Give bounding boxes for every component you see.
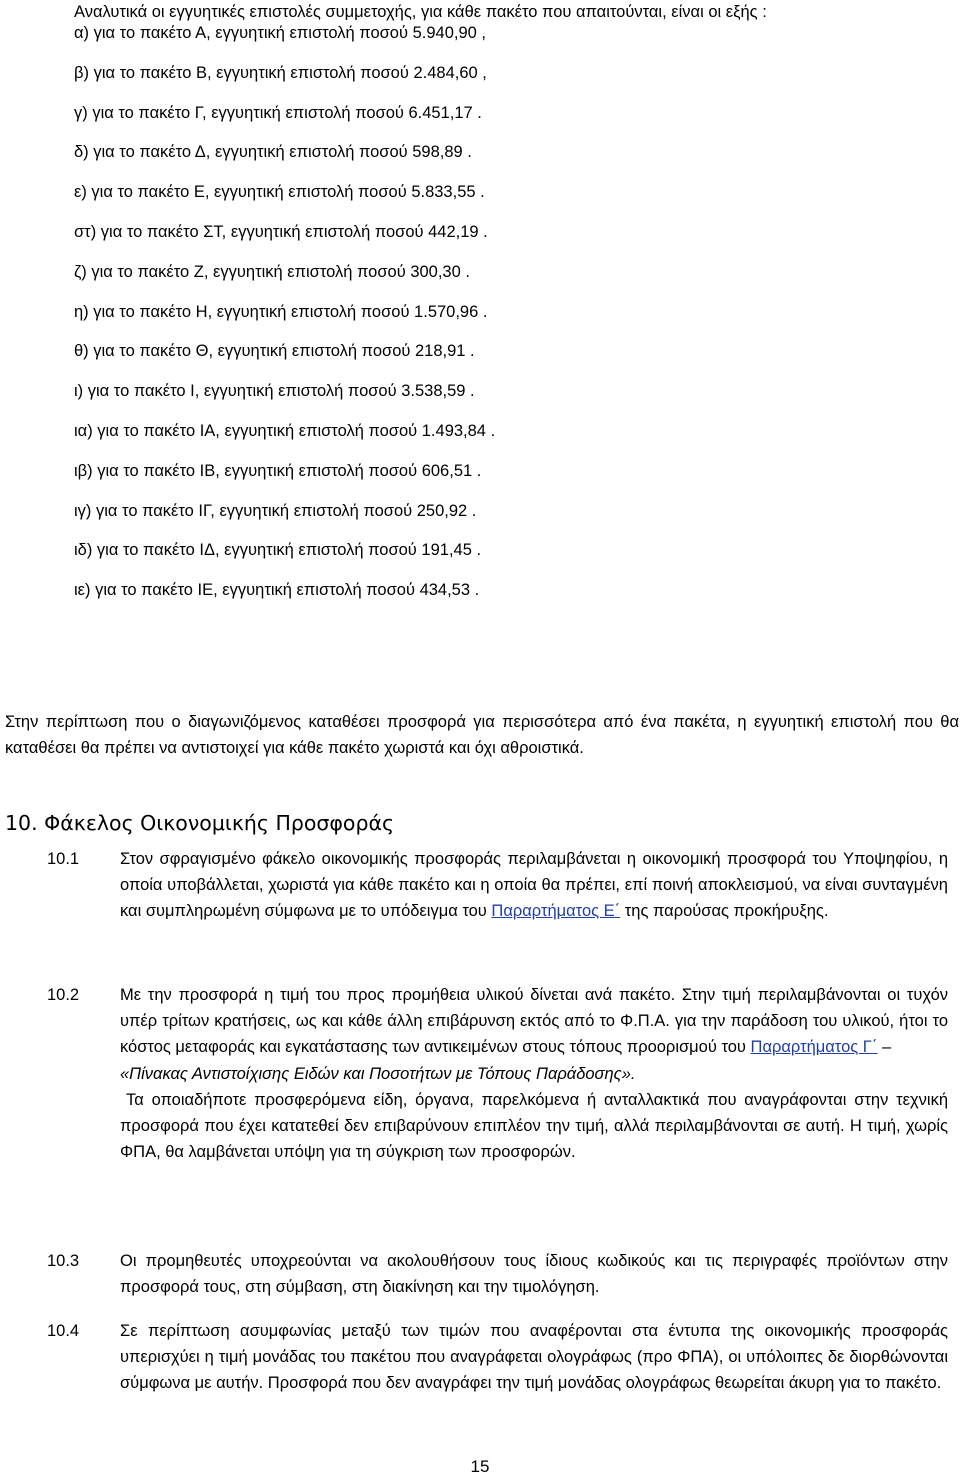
clause-body	[120, 1318, 948, 1397]
annex-title-italic: «Πίνακας Αντιστοίχισης Ειδών και Ποσοτήτων με Τόπους Παράδοσης».	[120, 1064, 636, 1083]
guarantee-item-z: ζ) για το πακέτο Ζ, εγγυητική επιστολή ποσού 300,30 .	[74, 262, 470, 281]
guarantee-item-ie: ιε) για το πακέτο ΙΕ, εγγυητική επιστολή ποσού 434,53 .	[74, 581, 480, 600]
clause-body	[120, 982, 948, 1165]
clause-number: 10.2	[47, 986, 80, 1004]
guarantee-item-g: γ) για το πακέτο Γ, εγγυητική επιστολή ποσού 6.451,17 .	[74, 103, 482, 122]
guarantee-item-d: δ) για το πακέτο Δ, εγγυητική επιστολή ποσού 598,89 .	[74, 143, 472, 162]
intro-text: Αναλυτικά οι εγγυητικές επιστολές συμμετοχής, για κάθε πακέτο που απαιτούνται, είναι οι εξής :	[74, 3, 767, 21]
page-number: 15	[470, 1457, 490, 1476]
annex-e-link[interactable]: Παραρτήματος Ε΄	[491, 902, 621, 921]
guarantee-item-ia: ια) για το πακέτο ΙΑ, εγγυητική επιστολή ποσού 1.493,84 .	[74, 421, 496, 440]
guarantee-item-h: η) για το πακέτο Η, εγγυητική επιστολή ποσού 1.570,96 .	[74, 302, 488, 321]
guarantee-item-b: β) για το πακέτο Β, εγγυητική επιστολή ποσού 2.484,60 ,	[74, 63, 487, 82]
clause-number: 10.3	[47, 1252, 80, 1270]
guarantee-list	[74, 23, 495, 620]
guarantee-item-ib: ιβ) για το πακέτο ΙΒ, εγγυητική επιστολή ποσού 606,51 .	[74, 461, 482, 480]
dash: –	[877, 1038, 892, 1057]
guarantee-item-st: στ) για το πακέτο ΣΤ, εγγυητική επιστολή ποσού 442,19 .	[74, 222, 488, 241]
multi-package-note: Στην περίπτωση που ο διαγωνιζόμενος καταθέσει προσφορά για περισσότερα από ένα πακέτα, η εγγυητική επιστολή που θα καταθέσει θα πρέπει να αντιστοιχεί για κάθε πακέτο χωριστά και όχι αθροιστικά.	[5, 713, 959, 757]
section-title: 10. Φάκελος Οικονομικής Προσφοράς	[5, 811, 395, 835]
guarantee-item-ig: ιγ) για το πακέτο ΙΓ, εγγυητική επιστολή ποσού 250,92 .	[74, 501, 477, 520]
clause-number: 10.1	[47, 850, 80, 868]
clause-text: Με την προσφορά η τιμή του προς προμήθεια υλικού δίνεται ανά πακέτο. Στην τιμή περιλαμβάνονται οι τυχόν υπέρ τρίτων κρατήσεις, ως και κάθε άλλη επιβάρυνση εκτός από το Φ.Π.Α. για την παράδοση του υλικού, ήτοι το κόστος μεταφοράς και εγκατάστασης των αντικειμένων στους τόπους προορισμού του	[120, 986, 948, 1057]
annex-c-link[interactable]: Παραρτήματος Γ΄	[750, 1038, 878, 1057]
guarantee-item-th: θ) για το πακέτο Θ, εγγυητική επιστολή ποσού 218,91 .	[74, 342, 475, 361]
clause-text: Σε περίπτωση ασυμφωνίας μεταξύ των τιμών που αναφέρονται στα έντυπα της οικονομικής προσφοράς υπερισχύει η τιμή μονάδας του πακέτου που αναγράφεται ολογράφως (προ ΦΠΑ), οι υπόλοιπες δε διορθώνονται σύμφωνα με αυτήν. Προσφορά που δεν αναγράφει την τιμή μονάδας ολογράφως θεωρείται άκυρη για το πακέτο.	[120, 1322, 948, 1393]
clause-paragraph-2: Τα οποιαδήποτε προσφερόμενα είδη, όργανα, παρελκόμενα ή ανταλλακτικά που αναγράφονται στην τεχνική προσφορά που έχει κατατεθεί δεν επιβαρύνουν επιπλέον την τιμή, αλλά περιλαμβάνονται σε αυτή. Η τιμή, χωρίς ΦΠΑ, θα λαμβάνεται υπόψη για τη σύγκριση των προσφορών.	[120, 1090, 948, 1162]
clause-text: Στον σφραγισμένο φάκελο οικονομικής προσφοράς περιλαμβάνεται η οικονομική προσφορά του Υποψηφίου, η οποία υποβάλλεται, χωριστά για κάθε πακέτο και η οποία θα πρέπει, επί ποινή αποκλεισμού, να είναι συνταγμένη και συμπληρωμένη σύμφωνα με το υπόδειγμα του	[120, 850, 948, 921]
clause-text-end: της παρούσας προκήρυξης.	[620, 902, 829, 921]
clause-body	[120, 1248, 948, 1300]
clause-number: 10.4	[47, 1322, 80, 1340]
guarantee-item-a: α) για το πακέτο Α, εγγυητική επιστολή ποσού 5.940,90 ,	[74, 24, 486, 42]
guarantee-item-id: ιδ) για το πακέτο ΙΔ, εγγυητική επιστολή ποσού 191,45 .	[74, 541, 482, 560]
guarantee-item-e: ε) για το πακέτο Ε, εγγυητική επιστολή ποσού 5.833,55 .	[74, 183, 485, 202]
clause-text: Οι προμηθευτές υποχρεούνται να ακολουθήσουν τους ίδιους κωδικούς και τις περιγραφές προϊόντων στην προσφορά τους, στη σύμβαση, στη διακίνηση και την τιμολόγηση.	[120, 1252, 948, 1297]
guarantee-item-i: ι) για το πακέτο Ι, εγγυητική επιστολή ποσού 3.538,59 .	[74, 382, 475, 401]
clause-body	[120, 846, 948, 925]
